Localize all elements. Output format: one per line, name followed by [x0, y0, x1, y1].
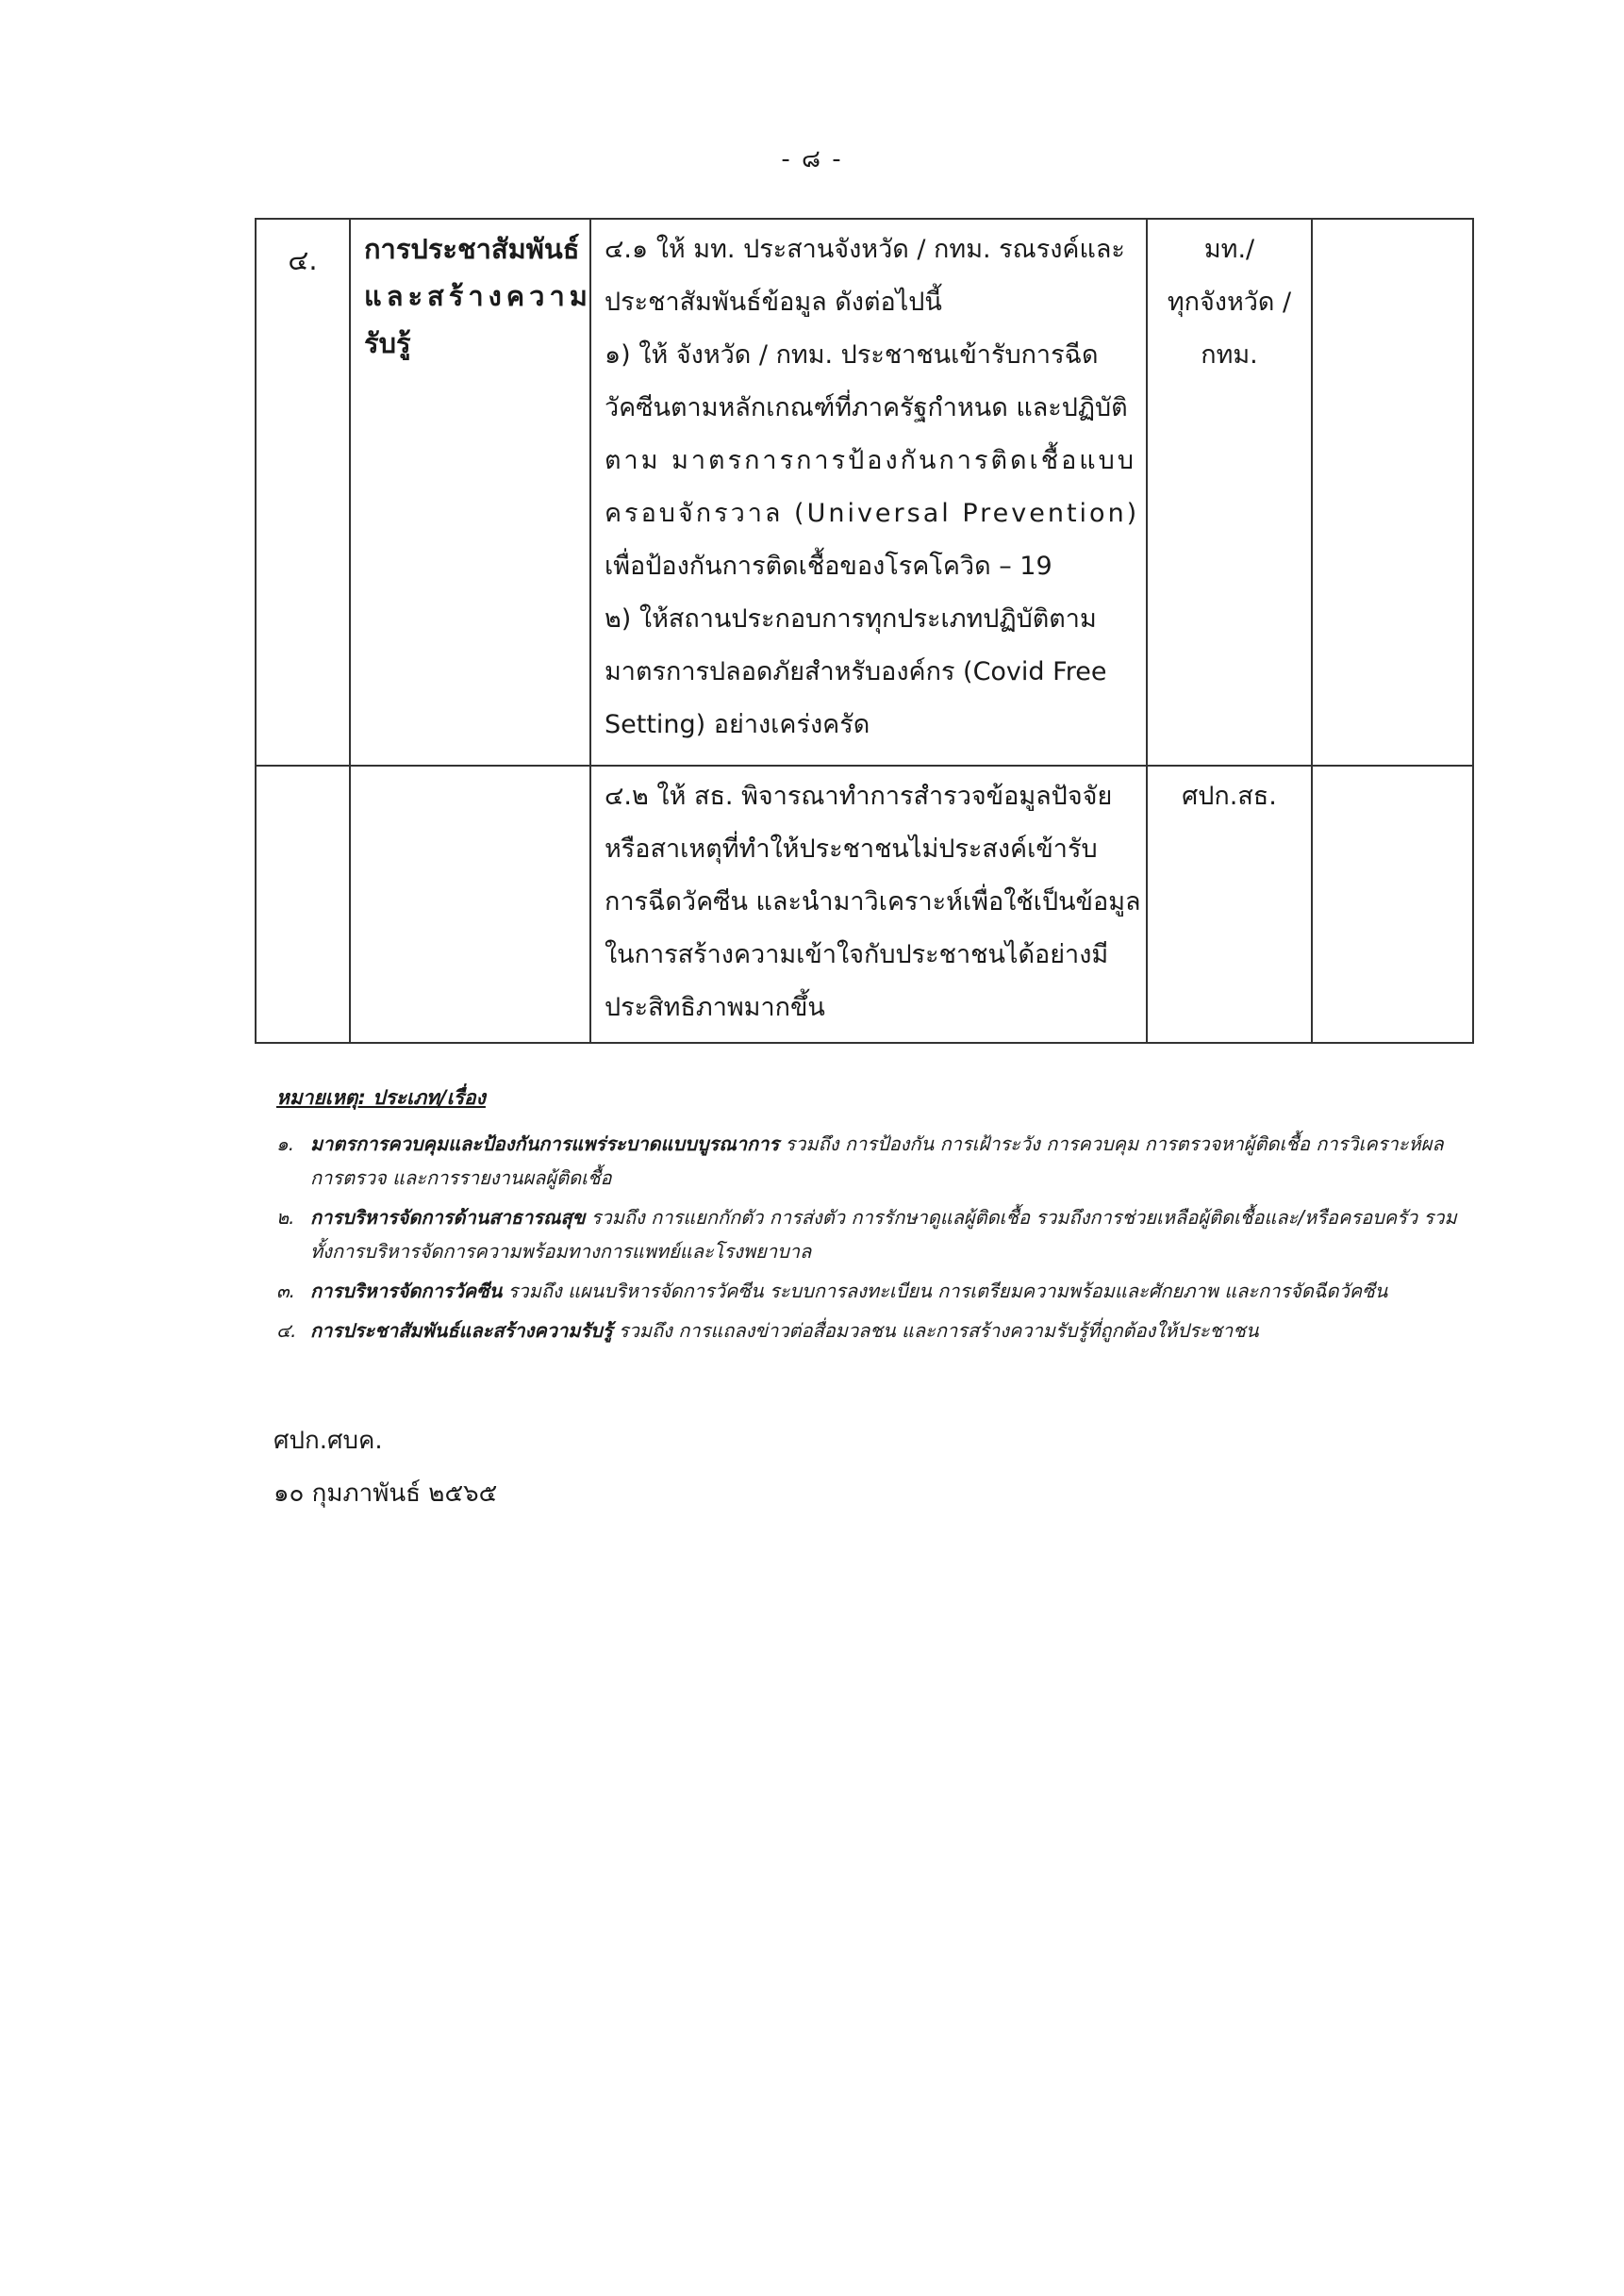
- measures-table: [255, 218, 1474, 1044]
- measure-line: ๔.๑ ให้ มท. ประสานจังหวัด / กทม. รณรงค์และ: [605, 235, 1125, 264]
- note-item: [276, 1127, 1474, 1195]
- measure-line: Setting) อย่างเคร่งครัด: [605, 710, 870, 739]
- note-number: ๔.: [276, 1319, 297, 1342]
- remark-cell: [1312, 766, 1473, 1043]
- topic-cell: [350, 219, 590, 766]
- agency-line: กทม.: [1201, 340, 1258, 370]
- measure-line: ๒) ให้สถานประกอบการทุกประเภทปฏิบัติตาม: [605, 604, 1097, 634]
- measure-cell: [590, 766, 1147, 1043]
- note-body: รวมถึง การแถลงข่าวต่อสื่อมวลชน และการสร้างความรับรู้ที่ถูกต้องให้ประชาชน: [612, 1319, 1259, 1342]
- measure-line: ในการสร้างความเข้าใจกับประชาชนได้อย่างมี: [605, 940, 1109, 969]
- agency-line: ศปก.สธ.: [1182, 782, 1277, 811]
- note-heading: การประชาสัมพันธ์และสร้างความรับรู้: [310, 1319, 613, 1342]
- note-body: รวมถึง แผนบริหารจัดการวัคซีน ระบบการลงทะเบียน การเตรียมความพร้อมและศักยภาพ และการจัดฉีดวัคซีน: [502, 1280, 1388, 1302]
- measure-line: หรือสาเหตุที่ทำให้ประชาชนไม่ประสงค์เข้ารับ: [605, 834, 1098, 864]
- measure-line: ครอบจักรวาล (Universal Prevention): [605, 499, 1140, 528]
- note-body: รวมถึง การป้องกัน การเฝ้าระวัง การควบคุม การตรวจหาผู้ติดเชื้อ การวิเคราะห์ผลการตรวจ และการรายงานผลผู้ติดเชื้อ: [310, 1132, 1444, 1189]
- table-row: [256, 766, 1473, 1043]
- remark-cell: [1312, 219, 1473, 766]
- note-body: รวมถึง การแยกกักตัว การส่งตัว การรักษาดูแลผู้ติดเชื้อ รวมถึงการช่วยเหลือผู้ติดเชื้อและ/หรือครอบครัว รวมทั้งการบริหารจัดการความพร้อมทางการแพทย์และโรงพยาบาล: [310, 1206, 1457, 1263]
- notes-title: หมายเหตุ: ประเภท/เรื่อง: [276, 1086, 486, 1109]
- note-text: [310, 1200, 1474, 1268]
- topic-cell: [350, 766, 590, 1043]
- item-number: ๔.: [256, 219, 350, 766]
- measure-line: มาตรการปลอดภัยสำหรับองค์กร (Covid Free: [605, 657, 1107, 686]
- note-text: [310, 1313, 1474, 1347]
- note-heading: การบริหารจัดการด้านสาธารณสุข: [310, 1206, 586, 1229]
- page-number: - ๘ -: [781, 145, 843, 173]
- measure-line: ตาม มาตรการการป้องกันการติดเชื้อแบบ: [605, 446, 1136, 475]
- measure-line: ประชาสัมพันธ์ข้อมูล ดังต่อไปนี้: [605, 288, 942, 317]
- measure-line: การฉีดวัคซีน และนำมาวิเคราะห์เพื่อใช้เป็นข้อมูล: [605, 887, 1141, 917]
- measure-line: วัคซีนตามหลักเกณฑ์ที่ภาครัฐกำหนด และปฏิบัติ: [605, 393, 1128, 422]
- measure-cell: [590, 219, 1147, 766]
- note-number: ๓.: [276, 1280, 296, 1302]
- issuing-office: ศปก.ศบค.: [273, 1427, 383, 1455]
- agency-line: ทุกจังหวัด /: [1167, 288, 1292, 317]
- note-text: [310, 1274, 1474, 1308]
- note-heading: การบริหารจัดการวัคซีน: [310, 1280, 503, 1302]
- note-number: ๒.: [276, 1206, 295, 1229]
- topic-line: รับรู้: [364, 327, 411, 359]
- measure-line: เพื่อป้องกันการติดเชื้อของโรคโควิด – 19: [605, 552, 1052, 581]
- topic-line: การประชาสัมพันธ์: [364, 233, 580, 265]
- agency-cell: [1147, 766, 1312, 1043]
- note-item: [276, 1200, 1474, 1268]
- measure-line: ๑) ให้ จังหวัด / กทม. ประชาชนเข้ารับการฉีด: [605, 340, 1099, 370]
- measure-line: ๔.๒ ให้ สธ. พิจารณาทำการสำรวจข้อมูลปัจจัย: [605, 782, 1113, 811]
- note-text: [310, 1127, 1474, 1195]
- note-item: [276, 1313, 1474, 1347]
- table-row: [256, 219, 1473, 766]
- notes-list: [276, 1127, 1474, 1353]
- topic-line: และสร้างความ: [364, 280, 592, 312]
- item-number: [256, 766, 350, 1043]
- signature-block: [273, 1414, 497, 1520]
- note-heading: มาตรการควบคุมและป้องกันการแพร่ระบาดแบบบูรณาการ: [310, 1132, 780, 1155]
- measure-line: ประสิทธิภาพมากขึ้น: [605, 993, 825, 1022]
- note-number: ๑.: [276, 1132, 295, 1155]
- agency-line: มท./: [1203, 235, 1255, 264]
- issue-date: ๑๐ กุมภาพันธ์ ๒๕๖๕: [273, 1479, 498, 1508]
- agency-cell: [1147, 219, 1312, 766]
- note-item: [276, 1274, 1474, 1308]
